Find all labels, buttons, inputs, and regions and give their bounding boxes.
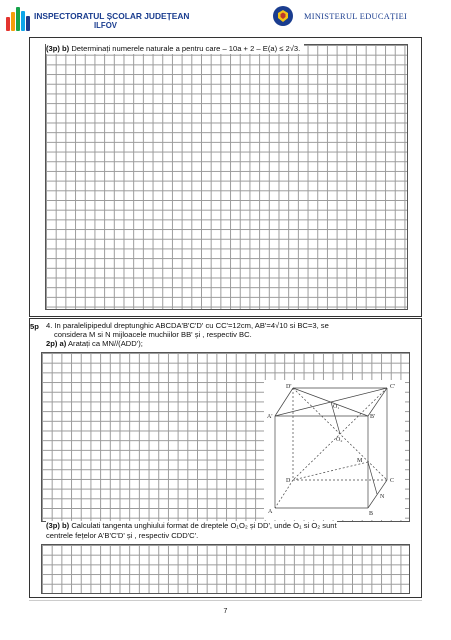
q3b-statement — [46, 44, 304, 54]
footer-divider — [29, 600, 422, 601]
ministry-crest-icon — [272, 5, 294, 27]
label-B: B — [369, 511, 374, 517]
q4b-answer-grid — [41, 544, 410, 594]
inspectorate-logo-block — [6, 5, 190, 33]
q4b-statement-line1 — [46, 521, 337, 531]
label-C: C — [390, 478, 395, 484]
q4-statement-line1: 4. In paralelipipedul dreptunghic ABCDA'B'C'D' cu CC'=12cm, AB'=4√10 si BC=3, se — [46, 321, 329, 330]
inspectorate-name: INSPECTORATUL ȘCOLAR JUDEȚEAN — [34, 11, 190, 21]
q3b-text: Determinați numerele naturale a pentru care – 10a + 2 – E(a) ≤ 2√3. — [71, 44, 301, 53]
label-C-prime: C' — [390, 384, 396, 390]
parallelepiped-figure — [264, 380, 405, 520]
label-A-prime: A' — [267, 414, 273, 420]
q3b-answer-grid — [45, 44, 408, 310]
ministry-name: MINISTERUL EDUCAȚIEI — [304, 12, 408, 21]
inspectorate-logo-icon — [6, 5, 30, 31]
label-D-prime: D' — [286, 384, 292, 390]
ministry-logo-block — [272, 5, 447, 29]
q4b-statement-line2: centrele fețelor A'B'C'D' și , respectiv CDD'C'. — [46, 531, 199, 540]
label-A: A — [268, 509, 273, 515]
label-D: D — [286, 478, 291, 484]
label-O2: O₂ — [336, 437, 343, 443]
label-M: M — [357, 458, 363, 464]
q3b-label: (3p) b) — [46, 44, 70, 53]
inspectorate-county: ILFOV — [94, 21, 117, 30]
label-O1: O₁ — [333, 404, 340, 410]
page-number: 7 — [223, 608, 228, 615]
q4b-text-line1: Calculati tangenta unghiului format de dreptele O₁O₂ și DD', unde O₁ si O₂ sunt — [71, 521, 337, 530]
q4b-label: (3p) b) — [46, 521, 70, 530]
q4-statement-line2: considera M si N mijloacele muchiilor BB' și , respectiv BC. — [54, 330, 252, 339]
q4a-label: 2p) a) — [46, 339, 67, 348]
q4-points: 5p — [30, 322, 39, 331]
label-N: N — [380, 494, 385, 500]
q4a-statement — [46, 339, 143, 349]
q4a-text: Aratați ca MN//(ADD'); — [67, 339, 143, 348]
label-B-prime: B' — [370, 414, 376, 420]
